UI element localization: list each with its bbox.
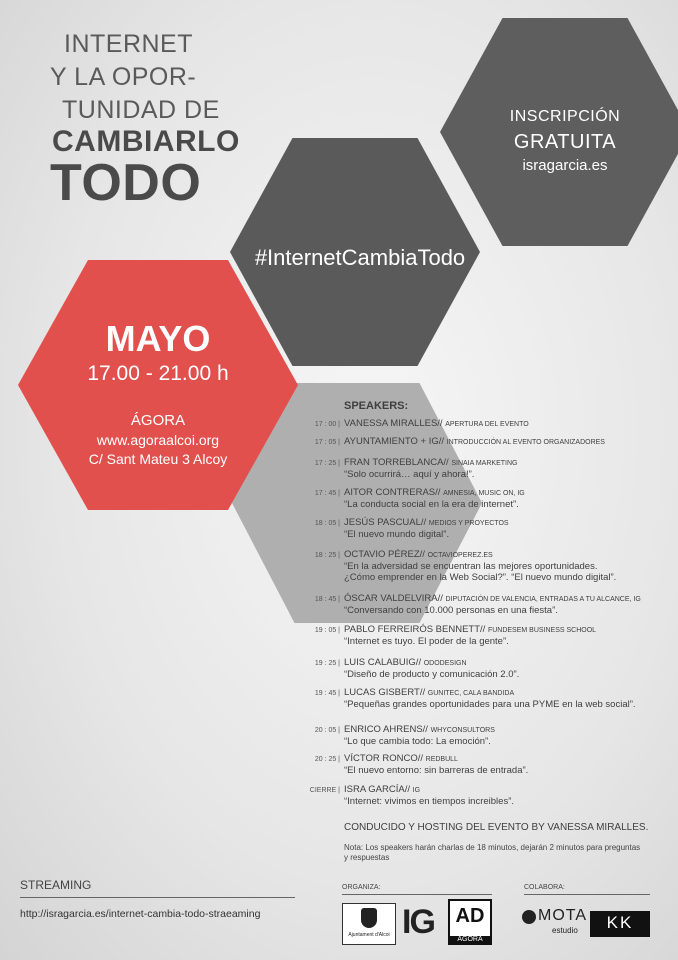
dot-icon [522, 910, 536, 924]
speaker-body [344, 517, 674, 540]
speaker-header [344, 457, 674, 469]
colabora-label: COLABORA: [524, 884, 565, 891]
divider [524, 894, 650, 895]
speaker-body [344, 784, 674, 807]
speaker-body [344, 418, 674, 430]
agora-logo [448, 899, 492, 945]
speaker-body [344, 549, 674, 583]
speaker-body [344, 753, 674, 776]
speaker-org: DIPUTACIÓN DE VALENCIA, ENTRADAS A TU ALCANCE, IG [445, 596, 641, 603]
organiza-label: ORGANIZA: [342, 884, 381, 891]
speaker-talk-title: “El nuevo mundo digital”. [344, 529, 450, 540]
speaker-header [344, 487, 674, 499]
speaker-talk-title: “Lo que cambia todo: La emoción”. [344, 736, 491, 747]
logo-caption: ÀGORA [450, 936, 490, 943]
speaker-talk-title: “En la adversidad se encuentran las mejores oportunidades. [344, 561, 598, 572]
speaker-header [344, 624, 674, 636]
speaker-talk-title: “Internet es tuyo. El poder de la gente”. [344, 636, 509, 647]
divider [20, 897, 295, 898]
registration-link[interactable]: isragarcia.es [522, 157, 608, 174]
speaker-name: ÓSCAR VALDELVIRA// [344, 593, 443, 604]
registration-label: INSCRIPCIÓN [509, 108, 621, 125]
speaker-name: LUIS CALABUIG// [344, 657, 422, 668]
speaker-body [344, 687, 674, 710]
speaker-name: VÍCTOR RONCO// [344, 753, 423, 764]
speaker-org: GUNITEC, CALA BANDIDA [427, 690, 515, 697]
speaker-header [344, 784, 674, 796]
speaker-talk-title: “Conversando con 10.000 personas en una fiesta”. [344, 605, 558, 616]
speaker-body [344, 593, 674, 616]
event-hours: 17.00 - 21.00 h [87, 362, 229, 385]
speaker-time: 19 : 45 | [314, 690, 340, 697]
kk-logo [590, 911, 650, 937]
speaker-org: FUNDESEM BUSINESS SCHOOL [487, 627, 597, 634]
speaker-header [344, 753, 674, 765]
title-line-1: INTERNET [64, 30, 193, 58]
speaker-time: 20 : 25 | [314, 756, 340, 763]
speaker-header [344, 517, 674, 529]
speaker-body [344, 624, 674, 647]
streaming-link[interactable]: http://isragarcia.es/internet-cambia-todo-straeaming [20, 908, 261, 920]
divider [342, 894, 492, 895]
speaker-header [344, 687, 674, 699]
speaker-body [344, 487, 674, 510]
speaker-header [344, 436, 674, 448]
speaker-body [344, 436, 674, 448]
speaker-time: 17 : 00 | [314, 421, 340, 428]
event-month: MAYO [105, 318, 211, 359]
hashtag: #InternetCambiaTodo [254, 245, 466, 270]
speaker-talk-title: ¿Cómo emprender en la Web Social?”. “El nuevo mundo digital”. [344, 572, 617, 583]
speaker-name: FRAN TORREBLANCA// [344, 457, 449, 468]
mota-estudio-logo [522, 907, 588, 939]
speaker-name: AITOR CONTRERAS// [344, 487, 441, 498]
speaker-org: INTRODUCCIÓN AL EVENTO ORGANIZADORES [446, 439, 605, 446]
speaker-org: REDBULL [425, 756, 458, 763]
speaker-talk-title: “Internet: vivimos en tiempos increibles”. [344, 796, 515, 807]
speaker-talk-title: “Solo ocurrirá… aquí y ahora!”. [344, 469, 475, 480]
title-line-4: CAMBIARLO [52, 125, 240, 158]
event-venue: ÁGORA [130, 412, 186, 429]
speaker-name: VANESSA MIRALLES// [344, 418, 443, 429]
logo-caption: Ajuntament d'Alcoi [348, 932, 390, 938]
title-line-5: TODO [50, 154, 202, 212]
ig-logo: IG [402, 903, 434, 941]
speaker-name: ENRICO AHRENS// [344, 724, 428, 735]
ajuntament-alcoi-logo [342, 903, 396, 945]
speaker-header [344, 724, 674, 736]
host-credit: CONDUCIDO Y HOSTING DEL EVENTO BY VANESSA MIRALLES. [344, 822, 649, 833]
speaker-header [344, 593, 674, 605]
schedule-note: Nota: Los speakers harán charlas de 18 minutos, dejarán 2 minutos para preguntas y respuestas [344, 843, 641, 862]
speaker-org: SINAIA MARKETING [451, 460, 518, 467]
speaker-time: CIERRE | [309, 787, 340, 794]
speaker-time: 17 : 25 | [314, 460, 340, 467]
speaker-org: AMNESIA, MUSIC ON, IG [443, 490, 525, 497]
title-line-3: TUNIDAD DE [62, 96, 220, 124]
registration-free: GRATUITA [513, 131, 617, 153]
speaker-name: ISRA GARCÍA// [344, 784, 410, 795]
speaker-header [344, 418, 674, 430]
speaker-name: OCTAVIO PÉREZ// [344, 549, 425, 560]
speaker-talk-title: “El nuevo entorno: sin barreras de entrada”. [344, 765, 529, 776]
speaker-name: LUCAS GISBERT// [344, 687, 426, 698]
speaker-org: WHYCONSULTORS [430, 727, 495, 734]
speaker-time: 18 : 05 | [314, 520, 340, 527]
speaker-body [344, 457, 674, 480]
speaker-org: MEDIOS Y PROYECTOS [428, 520, 509, 527]
speaker-time: 20 : 05 | [314, 727, 340, 734]
speaker-body [344, 657, 674, 680]
speaker-time: 18 : 25 | [314, 552, 340, 559]
crest-icon [361, 908, 377, 928]
speaker-talk-title: “Pequeñas grandes oportunidades para una PYME en la web social”. [344, 699, 636, 710]
speaker-talk-title: “Diseño de producto y comunicación 2.0”. [344, 669, 520, 680]
speaker-time: 17 : 45 | [314, 490, 340, 497]
speaker-org: ODODESIGN [423, 660, 467, 667]
logo-wordmark: MOTA [538, 907, 588, 924]
speaker-talk-title: “La conducta social en la era de internet”. [344, 499, 519, 510]
title-line-2: Y LA OPOR- [50, 63, 197, 91]
logo-mark: AD [455, 905, 485, 927]
speakers-heading: SPEAKERS: [344, 400, 409, 412]
streaming-label: STREAMING [20, 878, 92, 892]
venue-address: C/ Sant Mateu 3 Alcoy [88, 451, 228, 467]
speaker-header [344, 657, 674, 669]
speaker-time: 17 : 05 | [314, 439, 340, 446]
speaker-header [344, 549, 674, 561]
speaker-time: 19 : 05 | [314, 627, 340, 634]
speaker-org: OCTAVIOPEREZ.ES [427, 552, 493, 559]
speaker-time: 18 : 45 | [314, 596, 340, 603]
speaker-org: IG [412, 787, 421, 794]
venue-website-link[interactable]: www.agoraalcoi.org [96, 432, 220, 448]
speaker-name: AYUNTAMIENTO + IG// [344, 436, 445, 447]
speaker-org: APERTURA DEL EVENTO [445, 421, 529, 428]
logo-wordmark: KK [606, 913, 634, 932]
speaker-name: JESÚS PASCUAL// [344, 517, 427, 528]
speaker-body [344, 724, 674, 747]
speaker-name: PABLO FERREIRÓS BENNETT// [344, 624, 486, 635]
logo-caption: estudio [552, 926, 578, 935]
speaker-time: 19 : 25 | [314, 660, 340, 667]
